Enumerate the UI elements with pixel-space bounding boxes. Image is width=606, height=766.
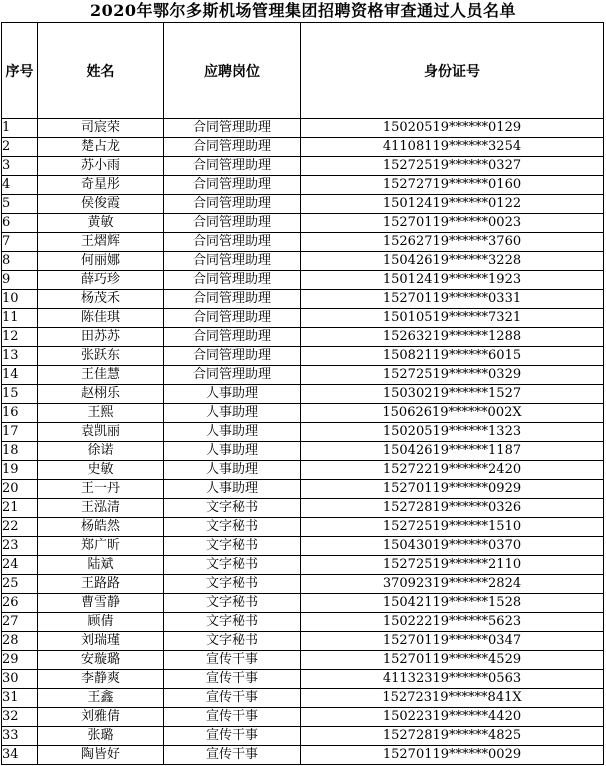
- row-number: 10: [2, 290, 38, 309]
- applied-position: 文字秘书: [164, 499, 301, 518]
- header-index: 序号: [2, 23, 38, 119]
- applied-position: 宣传干事: [164, 708, 301, 727]
- id-number: 15272519******0329: [301, 366, 604, 385]
- candidate-name: 袁凯丽: [38, 423, 164, 442]
- id-number: 15272819******4825: [301, 727, 604, 746]
- candidate-name: 陆斌: [38, 556, 164, 575]
- id-number: 15020519******0129: [301, 119, 604, 138]
- table-row: [2, 404, 604, 423]
- header-id-number: 身份证号: [301, 23, 604, 119]
- table-row: [2, 556, 604, 575]
- row-number: 3: [2, 157, 38, 176]
- candidate-name: 陶皆好: [38, 746, 164, 765]
- id-number: 41132319******0563: [301, 670, 604, 689]
- id-number: 15270119******0029: [301, 746, 604, 765]
- id-number: 15042619******3228: [301, 252, 604, 271]
- candidate-name: 黄敏: [38, 214, 164, 233]
- candidate-name: 陈佳琪: [38, 309, 164, 328]
- table-row: [2, 328, 604, 347]
- applied-position: 合同管理助理: [164, 328, 301, 347]
- table-row: [2, 233, 604, 252]
- id-number: 15022319******4420: [301, 708, 604, 727]
- table-row: [2, 518, 604, 537]
- row-number: 4: [2, 176, 38, 195]
- row-number: 1: [2, 119, 38, 138]
- row-number: 28: [2, 632, 38, 651]
- header-name: 姓名: [38, 23, 164, 119]
- row-number: 18: [2, 442, 38, 461]
- id-number: 15020519******1323: [301, 423, 604, 442]
- row-number: 15: [2, 385, 38, 404]
- id-number: 15012419******0122: [301, 195, 604, 214]
- candidate-name: 王佳慧: [38, 366, 164, 385]
- id-number: 15042119******1528: [301, 594, 604, 613]
- table-row: [2, 746, 604, 765]
- row-number: 33: [2, 727, 38, 746]
- applied-position: 合同管理助理: [164, 271, 301, 290]
- table-row: [2, 480, 604, 499]
- applied-position: 合同管理助理: [164, 195, 301, 214]
- candidate-name: 史敏: [38, 461, 164, 480]
- table-row: [2, 499, 604, 518]
- applied-position: 人事助理: [164, 480, 301, 499]
- applied-position: 人事助理: [164, 461, 301, 480]
- table-row: [2, 423, 604, 442]
- table-row: [2, 119, 604, 138]
- candidate-name: 司宸荣: [38, 119, 164, 138]
- candidate-name: 刘雅倩: [38, 708, 164, 727]
- candidate-name: 李静爽: [38, 670, 164, 689]
- candidate-name: 安璇璐: [38, 651, 164, 670]
- table-row: [2, 613, 604, 632]
- table-row: [2, 727, 604, 746]
- table-row: [2, 309, 604, 328]
- table-row: [2, 670, 604, 689]
- table-row: [2, 708, 604, 727]
- document-title: 2020年鄂尔多斯机场管理集团招聘资格审查通过人员名单: [89, 1, 517, 20]
- candidate-name: 王熙: [38, 404, 164, 423]
- row-number: 6: [2, 214, 38, 233]
- table-row: [2, 575, 604, 594]
- candidate-name: 杨茂禾: [38, 290, 164, 309]
- applied-position: 合同管理助理: [164, 290, 301, 309]
- applied-position: 文字秘书: [164, 575, 301, 594]
- id-number: 15012419******1923: [301, 271, 604, 290]
- candidate-name: 王路路: [38, 575, 164, 594]
- table-row: [2, 157, 604, 176]
- table-row: [2, 651, 604, 670]
- row-number: 27: [2, 613, 38, 632]
- table-row: [2, 290, 604, 309]
- id-number: 15022219******5623: [301, 613, 604, 632]
- row-number: 22: [2, 518, 38, 537]
- row-number: 17: [2, 423, 38, 442]
- id-number: 15272519******1510: [301, 518, 604, 537]
- header-position: 应聘岗位: [164, 23, 301, 119]
- applied-position: 合同管理助理: [164, 214, 301, 233]
- row-number: 26: [2, 594, 38, 613]
- applied-position: 合同管理助理: [164, 252, 301, 271]
- candidate-name: 张璐: [38, 727, 164, 746]
- table-row: [2, 176, 604, 195]
- id-number: 15272519******2110: [301, 556, 604, 575]
- applied-position: 人事助理: [164, 442, 301, 461]
- applied-position: 宣传干事: [164, 651, 301, 670]
- table-row: [2, 537, 604, 556]
- table-row: [2, 385, 604, 404]
- candidate-name: 王泓清: [38, 499, 164, 518]
- applied-position: 文字秘书: [164, 632, 301, 651]
- table-header-row: [2, 23, 604, 119]
- id-number: 15270119******0331: [301, 290, 604, 309]
- row-number: 9: [2, 271, 38, 290]
- candidate-name: 赵栩乐: [38, 385, 164, 404]
- applied-position: 合同管理助理: [164, 176, 301, 195]
- candidate-name: 郑广昕: [38, 537, 164, 556]
- row-number: 12: [2, 328, 38, 347]
- candidate-table: [1, 22, 604, 765]
- candidate-name: 刘瑞瑾: [38, 632, 164, 651]
- id-number: 15272319******841X: [301, 689, 604, 708]
- id-number: 15263219******1288: [301, 328, 604, 347]
- id-number: 15082119******6015: [301, 347, 604, 366]
- applied-position: 合同管理助理: [164, 138, 301, 157]
- applied-position: 文字秘书: [164, 556, 301, 575]
- id-number: 15010519******7321: [301, 309, 604, 328]
- applied-position: 人事助理: [164, 385, 301, 404]
- id-number: 15262719******3760: [301, 233, 604, 252]
- row-number: 25: [2, 575, 38, 594]
- row-number: 2: [2, 138, 38, 157]
- table-row: [2, 271, 604, 290]
- candidate-name: 曹雪静: [38, 594, 164, 613]
- row-number: 24: [2, 556, 38, 575]
- id-number: 15272719******0160: [301, 176, 604, 195]
- candidate-name: 何丽娜: [38, 252, 164, 271]
- row-number: 20: [2, 480, 38, 499]
- row-number: 30: [2, 670, 38, 689]
- table-row: [2, 632, 604, 651]
- id-number: 41108119******3254: [301, 138, 604, 157]
- applied-position: 合同管理助理: [164, 309, 301, 328]
- id-number: 15062619******002X: [301, 404, 604, 423]
- candidate-name: 奇星彤: [38, 176, 164, 195]
- applied-position: 合同管理助理: [164, 233, 301, 252]
- table-row: [2, 195, 604, 214]
- applied-position: 人事助理: [164, 404, 301, 423]
- id-number: 15043019******0370: [301, 537, 604, 556]
- applied-position: 合同管理助理: [164, 119, 301, 138]
- row-number: 29: [2, 651, 38, 670]
- table-row: [2, 252, 604, 271]
- row-number: 23: [2, 537, 38, 556]
- id-number: 37092319******2824: [301, 575, 604, 594]
- row-number: 34: [2, 746, 38, 765]
- applied-position: 合同管理助理: [164, 347, 301, 366]
- id-number: 15270119******0347: [301, 632, 604, 651]
- candidate-name: 徐诺: [38, 442, 164, 461]
- applied-position: 合同管理助理: [164, 366, 301, 385]
- applied-position: 宣传干事: [164, 670, 301, 689]
- candidate-name: 楚占龙: [38, 138, 164, 157]
- candidate-name: 顾倩: [38, 613, 164, 632]
- id-number: 15042619******1187: [301, 442, 604, 461]
- applied-position: 人事助理: [164, 423, 301, 442]
- id-number: 15270119******0023: [301, 214, 604, 233]
- row-number: 8: [2, 252, 38, 271]
- applied-position: 宣传干事: [164, 727, 301, 746]
- id-number: 15272519******0327: [301, 157, 604, 176]
- table-row: [2, 594, 604, 613]
- row-number: 31: [2, 689, 38, 708]
- candidate-name: 王一丹: [38, 480, 164, 499]
- id-number: 15030219******1527: [301, 385, 604, 404]
- table-row: [2, 138, 604, 157]
- candidate-name: 王熠辉: [38, 233, 164, 252]
- applied-position: 宣传干事: [164, 689, 301, 708]
- table-row: [2, 214, 604, 233]
- applied-position: 文字秘书: [164, 537, 301, 556]
- id-number: 15272819******0326: [301, 499, 604, 518]
- id-number: 15270119******0929: [301, 480, 604, 499]
- id-number: 15270119******4529: [301, 651, 604, 670]
- applied-position: 文字秘书: [164, 594, 301, 613]
- table-row: [2, 461, 604, 480]
- row-number: 16: [2, 404, 38, 423]
- applied-position: 合同管理助理: [164, 157, 301, 176]
- table-row: [2, 347, 604, 366]
- candidate-name: 薛巧珍: [38, 271, 164, 290]
- id-number: 15272219******2420: [301, 461, 604, 480]
- table-row: [2, 366, 604, 385]
- candidate-name: 侯俊霞: [38, 195, 164, 214]
- row-number: 5: [2, 195, 38, 214]
- candidate-name: 杨皓然: [38, 518, 164, 537]
- row-number: 19: [2, 461, 38, 480]
- row-number: 7: [2, 233, 38, 252]
- candidate-name: 苏小雨: [38, 157, 164, 176]
- table-row: [2, 442, 604, 461]
- row-number: 11: [2, 309, 38, 328]
- row-number: 14: [2, 366, 38, 385]
- applied-position: 文字秘书: [164, 518, 301, 537]
- row-number: 13: [2, 347, 38, 366]
- table-row: [2, 689, 604, 708]
- candidate-name: 张跃东: [38, 347, 164, 366]
- applied-position: 宣传干事: [164, 746, 301, 765]
- table-body: [2, 119, 604, 765]
- candidate-name: 田苏苏: [38, 328, 164, 347]
- applied-position: 文字秘书: [164, 613, 301, 632]
- row-number: 21: [2, 499, 38, 518]
- candidate-name: 王鑫: [38, 689, 164, 708]
- row-number: 32: [2, 708, 38, 727]
